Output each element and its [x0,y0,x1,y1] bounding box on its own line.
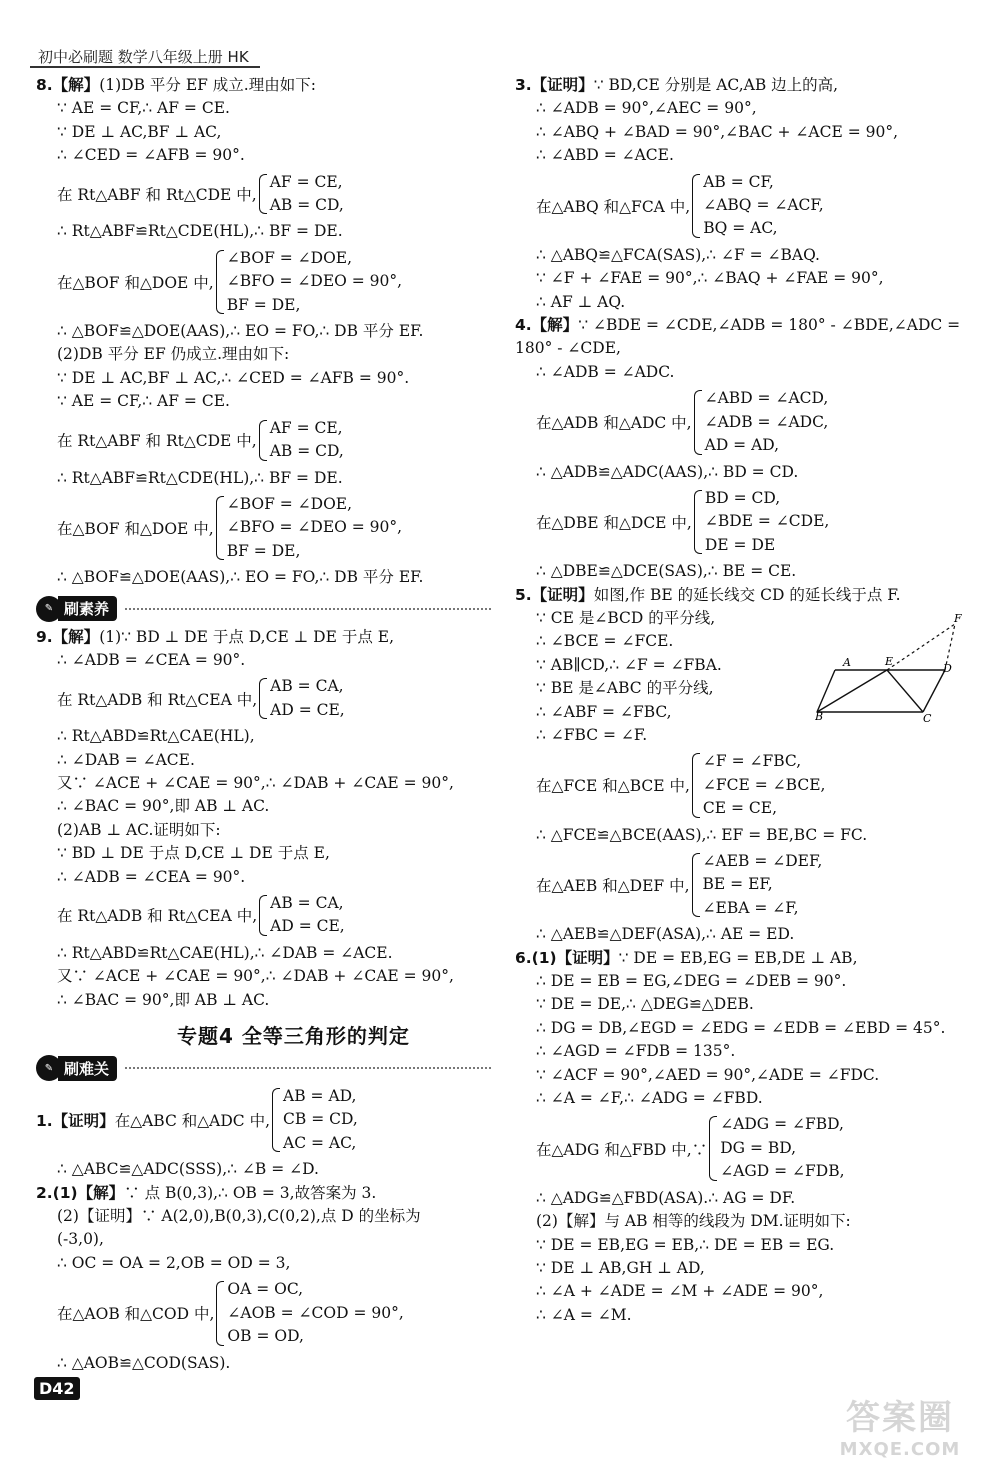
system-rows [270,892,345,939]
solution-line: ∵ AE = CF,∴ AF = CE. [57,392,230,411]
system-row: AD = CE, [270,917,345,936]
equation-system [515,171,970,241]
problem-start-line: 3.【证明】∵ BD,CE 分别是 AC,AB 边上的高, [515,76,839,94]
banner-dotted-rule [125,608,491,610]
solution-line: ∴ ∠BAC = 90°,即 AB ⊥ AC. [57,990,270,1009]
system-rows [705,487,829,557]
solution-line: (2)DB 平分 EF 仍成立.理由如下: [57,345,290,364]
system-rows [270,171,344,218]
section-title: 专题4 全等三角形的判定 [177,1024,410,1049]
system-row: DG = BD, [720,1138,797,1157]
solution-line: ∵ ∠F + ∠FAE = 90°,∴ ∠BAQ + ∠FAE = 90°, [536,269,884,288]
system-row: AF = CE, [269,172,343,191]
left-brace-icon [272,1088,280,1152]
system-rows [703,850,823,920]
solution-line: ∵ DE ⊥ AC,BF ⊥ AC, [57,122,222,141]
left-brace-icon [216,1281,224,1345]
left-brace-icon [259,895,267,936]
system-rows [270,675,345,722]
solution-line: ∵ DE ⊥ AB,GH ⊥ AD, [536,1258,705,1277]
solution-line: (2)AB ⊥ AC.证明如下: [57,820,221,839]
system-row: ∠EBA = ∠F, [702,898,799,917]
system-prefix: 在△ADG 和△FBD 中,∵ [536,1140,708,1159]
solution-line: ∴ ∠ABD = ∠ACE. [536,146,674,165]
solution-line: ∴ △BOF≌△DOE(AAS),∴ EO = FO,∴ DB 平分 EF. [57,568,424,587]
solution-line: ∴ Rt△ABF≌Rt△CDE(HL),∴ BF = DE. [57,222,343,241]
watermark-line1: 答案圈 [846,1398,954,1438]
solution-line: ∴ OC = OA = 2,OB = OD = 3, [57,1253,291,1272]
system-prefix: 在 Rt△ADB 和 Rt△CEA 中, [57,690,258,709]
system-row: ∠BFO = ∠DEO = 90°, [226,518,403,537]
section-banner [36,1055,491,1081]
system-rows [227,247,402,317]
left-brace-icon [694,490,702,554]
problem-number: 2.(1)【解】 [36,1183,125,1202]
system-prefix: 在△DBE 和△DCE 中, [536,514,692,533]
solution-line: ∴ △DBE≌△DCE(SAS),∴ BE = CE. [536,562,797,581]
solution-line: ∴ ∠ABQ + ∠BAD = 90°,∠BAC + ∠ACE = 90°, [536,122,899,141]
equation-system [515,1113,970,1183]
solution-line: ∴ ∠A + ∠ADE = ∠M + ∠ADE = 90°, [536,1282,824,1301]
equation-system [36,892,491,939]
system-rows [703,750,826,820]
solution-line: ∴ Rt△ABF≌Rt△CDE(HL),∴ BF = DE. [57,468,343,487]
equation-system [36,675,491,722]
system-row: BD = CD, [704,488,781,507]
system-row: ∠ADB = ∠ADC, [704,412,829,431]
solution-line: ∵ DE = DE,∴ △DEG≌△DEB. [536,995,754,1014]
system-prefix: 在△AEB 和△DEF 中, [536,877,690,896]
left-brace-icon [216,496,224,560]
system-rows [227,1278,403,1348]
left-brace-icon [216,250,224,314]
banner-badge-icon: ✎ [36,1055,62,1081]
system-prefix: 在 Rt△ADB 和 Rt△CEA 中, [57,907,258,926]
system-rows [283,1085,358,1155]
left-brace-icon [709,1116,717,1180]
system-prefix: 1.【证明】在△ABC 和△ADC 中, [36,1112,271,1131]
left-brace-icon [259,420,267,461]
solution-line: (2)【证明】∵ A(2,0),B(0,3),C(0,2),点 D 的坐标为 [57,1207,421,1226]
system-prefix: 在△AOB 和△COD 中, [57,1305,215,1324]
system-row: ∠F = ∠FBC, [702,752,802,771]
system-row: ∠BOF = ∠DOE, [226,494,353,513]
system-rows [720,1113,844,1183]
equation-system [515,750,970,820]
system-row: CB = CD, [283,1110,358,1129]
problem-start-line: 6.(1)【证明】∵ DE = EB,EG = EB,DE ⊥ AB, [515,948,858,967]
problem-number: 5.【证明】 [515,585,594,604]
solution-line: ∴ DG = DB,∠EGD = ∠EDG = ∠EDB = ∠EBD = 45°. [536,1018,946,1037]
system-rows [270,417,344,464]
system-rows [705,387,829,457]
parallelogram-figure [815,612,965,724]
section-banner [36,596,491,622]
figure-edge-cd [923,670,945,712]
problem-number: 6.(1)【证明】 [515,948,619,967]
left-brace-icon [692,853,700,917]
left-brace-icon [259,678,267,719]
figure-edge-be [817,670,887,712]
system-prefix: 在 Rt△ABF 和 Rt△CDE 中, [57,186,257,205]
solution-line: (2)【解】与 AB 相等的线段为 DM.证明如下: [536,1212,851,1231]
solution-line: ∵ ∠ACF = 90°,∠AED = 90°,∠ADE = ∠FDC. [536,1065,880,1084]
system-row: AD = AD, [704,436,780,455]
system-row: BF = DE, [226,295,301,314]
problem-number: 4.【解】 [515,316,579,335]
system-row: OA = OC, [227,1280,304,1299]
system-row: AF = CE, [269,418,343,437]
solution-line: ∵ BD ⊥ DE 于点 D,CE ⊥ DE 于点 E, [57,844,330,863]
solution-line: ∴ ∠CED = ∠AFB = 90°. [57,146,245,165]
solution-line: ∴ △AEB≌△DEF(ASA),∴ AE = ED. [536,925,795,944]
figure-edge-ec [887,670,923,712]
solution-line: ∴ △AOB≌△COD(SAS). [57,1353,231,1372]
figure-label-f: F [954,612,962,625]
system-prefix: 在△FCE 和△BCE 中, [536,777,690,796]
page-number: D42 [34,1377,80,1400]
solution-line: ∵ AB∥CD,∴ ∠F = ∠FBA. [536,655,722,674]
system-row: OB = OD, [227,1327,304,1346]
system-row: AD = CE, [270,700,345,719]
solution-line: ∴ △ADG≌△FBD(ASA).∴ AG = DF. [536,1188,796,1207]
solution-line: ∴ ∠A = ∠F,∴ ∠ADG = ∠FBD. [536,1089,763,1108]
system-prefix: 在△ABQ 和△FCA 中, [536,197,691,216]
left-brace-icon [692,174,700,238]
system-prefix: 在 Rt△ABF 和 Rt△CDE 中, [57,432,257,451]
problem-number: 3.【证明】 [515,76,594,94]
solution-line: ∴ AF ⊥ AQ. [536,292,626,311]
solution-line: ∴ ∠ABF = ∠FBC, [536,702,672,721]
system-prefix: 在△BOF 和△DOE 中, [57,273,214,292]
system-row: AB = CF, [703,172,774,191]
figure-label-d: D [943,662,952,675]
solution-line: ∵ DE ⊥ AC,BF ⊥ AC,∴ ∠CED = ∠AFB = 90°. [57,368,410,387]
problem-start-line: 5.【证明】如图,作 BE 的延长线交 CD 的延长线于点 F. [515,585,901,604]
system-row: ∠BFO = ∠DEO = 90°, [226,272,403,291]
figure-label-b: B [815,710,824,723]
system-row: ∠BDE = ∠CDE, [704,512,830,531]
solution-line: ∴ DE = EB = EG,∠DEG = ∠DEB = 90°. [536,972,847,991]
system-rows [227,493,402,563]
header-rule [30,66,260,68]
system-row: AB = CA, [270,894,344,912]
solution-line: ∴ ∠DAB = ∠ACE. [57,750,195,769]
solution-line: ∴ ∠ADB = ∠CEA = 90°. [57,650,246,669]
left-column [36,74,491,1375]
solution-line: ∴ ∠ADB = 90°,∠AEC = 90°, [536,99,757,118]
banner-badge-icon: ✎ [36,596,62,622]
system-row: ∠ABQ = ∠ACF, [703,196,824,215]
solution-line: ∴ ∠ADB = ∠ADC. [536,362,675,381]
system-prefix: 在△ADB 和△ADC 中, [536,414,692,433]
solution-line: ∴ △FCE≌△BCE(AAS),∴ EF = BE,BC = FC. [536,825,868,844]
problem-number: 9.【解】 [36,627,100,646]
solution-line: 180° - ∠CDE, [515,339,621,358]
system-row: BF = DE, [226,541,301,560]
watermark-logo [820,1390,980,1460]
solution-line: ∵ DE = EB,EG = EB,∴ DE = EB = EG. [536,1235,835,1254]
banner-label: 刷难关 [58,1056,117,1081]
solution-line: ∴ Rt△ABD≌Rt△CAE(HL),∴ ∠DAB = ∠ACE. [57,943,393,962]
equation-system [36,417,491,464]
solution-line: ∴ Rt△ABD≌Rt△CAE(HL), [57,727,255,746]
system-row: AB = CD, [269,196,344,215]
solution-line: ∵ BE 是∠ABC 的平分线, [536,679,714,698]
system-row: DE = DE [704,535,776,554]
system-row: BQ = AC, [703,219,778,238]
problem-start-line: 4.【解】∵ ∠BDE = ∠CDE,∠ADB = 180° - ∠BDE,∠ADC = [515,316,961,335]
left-brace-icon [694,390,702,454]
left-brace-icon [259,174,267,215]
solution-line: ∴ △ABC≌△ADC(SSS),∴ ∠B = ∠D. [57,1160,319,1179]
system-row: AC = AC, [283,1133,357,1152]
system-row: ∠BOF = ∠DOE, [226,248,353,267]
solution-line: (-3,0), [57,1230,104,1249]
solution-line: ∴ ∠FBC = ∠F. [536,725,648,744]
figure-label-e: E [885,655,894,668]
system-row: BE = EF, [702,875,773,894]
equation-system [36,171,491,218]
equation-system [36,1278,491,1348]
figure-label-a: A [843,656,851,669]
equation-system [36,493,491,563]
problem-number: 8.【解】 [36,76,100,94]
solution-line: ∴ ∠BCE = ∠FCE. [536,632,674,651]
equation-system [515,387,970,457]
left-brace-icon [692,753,700,817]
solution-line: 又∵ ∠ACE + ∠CAE = 90°,∴ ∠DAB + ∠CAE = 90°, [57,967,454,986]
solution-line: ∵ CE 是∠BCD 的平分线, [536,608,716,627]
equation-system [515,850,970,920]
solution-line: ∴ ∠AGD = ∠FDB = 135°. [536,1042,736,1061]
banner-dotted-rule [125,1067,491,1069]
banner-label: 刷素养 [58,596,117,621]
problem-start-line: 2.(1)【解】∵ 点 B(0,3),∴ OB = 3,故答案为 3. [36,1183,377,1202]
system-row: ∠AEB = ∠DEF, [702,852,823,870]
system-row: CE = CE, [702,799,778,818]
equation-system [36,247,491,317]
solution-line: ∴ ∠A = ∠M. [536,1305,632,1324]
system-row: ∠AOB = ∠COD = 90°, [227,1303,404,1322]
solution-line: ∴ ∠BAC = 90°,即 AB ⊥ AC. [57,797,270,816]
solution-line: ∴ △ADB≌△ADC(AAS),∴ BD = CD. [536,462,799,481]
solution-line: ∴ ∠ADB = ∠CEA = 90°. [57,867,246,886]
equation-system [515,487,970,557]
system-prefix: 在△BOF 和△DOE 中, [57,520,214,539]
watermark-line2: MXQE.COM [839,1439,961,1460]
system-row: ∠FCE = ∠BCE, [702,775,826,794]
solution-line: 又∵ ∠ACE + ∠CAE = 90°,∴ ∠DAB + ∠CAE = 90°, [57,773,454,792]
figure-label-c: C [923,712,932,724]
system-row: AB = CD, [269,442,344,461]
system-row: AB = CA, [270,677,344,696]
system-row: ∠ADG = ∠FBD, [720,1115,844,1134]
solution-line: ∴ △BOF≌△DOE(AAS),∴ EO = FO,∴ DB 平分 EF. [57,322,424,341]
solution-line: ∴ △ABQ≌△FCA(SAS),∴ ∠F = ∠BAQ. [536,245,820,264]
problem-start-line: 8.【解】(1)DB 平分 EF 成立.理由如下: [36,76,316,94]
system-rows [703,171,823,241]
system-row: AB = AD, [283,1087,357,1106]
problem-number: 1.【证明】 [36,1112,115,1131]
problem-start-line: 9.【解】(1)∵ BD ⊥ DE 于点 D,CE ⊥ DE 于点 E, [36,627,395,646]
figure-edge-ab [817,670,835,712]
equation-system [36,1085,491,1155]
system-row: ∠ABD = ∠ACD, [704,389,829,408]
solution-line: ∵ AE = CF,∴ AF = CE. [57,99,230,118]
system-row: ∠AGD = ∠FDB, [720,1162,845,1181]
running-header: 初中必刷题 数学八年级上册 HK [38,48,249,66]
